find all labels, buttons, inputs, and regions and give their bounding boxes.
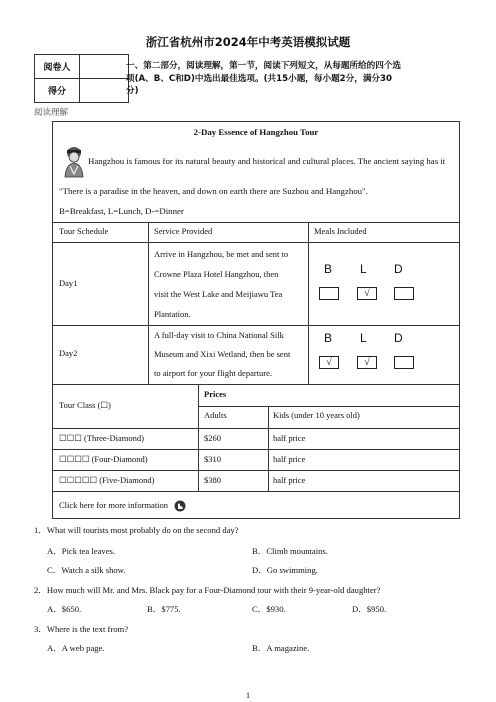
table-rule [52, 428, 460, 429]
page-title: 浙江省杭州市2024年中考英语模拟试题 [145, 35, 351, 49]
table-rule [52, 491, 460, 492]
tour-guide-icon [61, 144, 87, 178]
table-rule [198, 384, 199, 491]
q1-option-c: C．Watch a silk show. [47, 565, 126, 575]
price-kid: half price [273, 454, 306, 464]
table-rule [148, 222, 149, 384]
q2-option-c: C．$930. [252, 604, 286, 614]
service-line: Arrive in Hangzhou, be met and sent to [154, 249, 289, 259]
score-label: 得分 [35, 79, 80, 103]
price-adult: $310 [204, 454, 221, 464]
day1-lunch-checkbox: √ [357, 287, 377, 300]
day2-breakfast-checkbox: √ [319, 356, 339, 369]
q3-option-b: B．A magazine. [252, 643, 310, 653]
service-line: A full-day visit to China National Silk [154, 330, 284, 340]
price-kid: half price [273, 433, 306, 443]
day2-lunch-checkbox: √ [357, 356, 377, 369]
service-line: Plantation. [154, 309, 191, 319]
service-line: visit the West Lake and Meijiawu Tea [154, 289, 283, 299]
table-rule [268, 406, 269, 491]
meal-b-label: B [324, 262, 333, 276]
more-info-link[interactable]: Click here for more information [59, 500, 169, 510]
question-2-stem: 2．How much will Mr. and Mrs. Black pay for a Four-Diamond tour with their 9-year-old daughter? [34, 585, 381, 595]
col-header-service: Service Provided [154, 226, 213, 236]
reviewer-cell [80, 55, 129, 79]
intro-line-1: Hangzhou is famous for its natural beauty and historical and cultural places. The ancient saying has it [88, 156, 446, 166]
service-line: Crowne Plaza Hotel Hangzhou, then [154, 269, 279, 279]
reviewer-label: 阅卷人 [35, 55, 80, 79]
q1-option-d: D．Go swimming. [252, 565, 318, 575]
price-kid: half price [273, 475, 306, 485]
meal-l-label: L [360, 262, 367, 276]
q1-option-a: A．Pick tea leaves. [47, 546, 116, 556]
class-five-diamond: ☐☐☐☐☐ (Five-Diamond) [59, 475, 155, 485]
q3-option-a: A．A web page. [47, 643, 105, 653]
question-3-stem: 3．Where is the text from? [34, 624, 129, 634]
table-rule [52, 384, 460, 385]
question-1-stem: 1．What will tourists most probably do on the second day? [34, 525, 239, 535]
q2-option-b: B．$775. [147, 604, 181, 614]
meal-b-label: B [324, 331, 333, 345]
price-adult: $260 [204, 433, 221, 443]
service-line: Museum and Xixi Wetland, then be sent [154, 349, 291, 359]
price-adult: $380 [204, 475, 221, 485]
passage-heading: 2-Day Essence of Hangzhou Tour [193, 127, 319, 137]
prices-header: Prices [204, 389, 227, 399]
page-number: 1 [246, 691, 250, 700]
col-header-meals: Meals Included [314, 226, 367, 236]
class-four-diamond: ☐☐☐☐ (Four-Diamond) [59, 454, 148, 464]
day2-dinner-checkbox [394, 356, 414, 369]
section-label: 阅读理解 [34, 108, 69, 118]
meal-d-label: D [394, 331, 403, 345]
tour-class-label: Tour Class (☐) [59, 400, 111, 410]
score-table [34, 54, 129, 103]
day2-service [154, 326, 304, 383]
instruction-line: 项(A、B、C和D)中选出最佳选项。(共15小题，每小题2分，满分30 [126, 73, 392, 84]
instructions [126, 60, 456, 98]
table-rule [52, 222, 460, 223]
instruction-line: 分) [126, 86, 139, 96]
day1-breakfast-checkbox [319, 287, 339, 300]
table-rule [52, 470, 460, 471]
day1-label: Day1 [59, 278, 78, 288]
meal-d-label: D [394, 262, 403, 276]
kids-header: Kids (under 10 years old) [273, 410, 360, 420]
pointer-hand-icon [174, 500, 186, 512]
intro-line-2: "There is a paradise in the heaven, and down on earth there are Suzhou and Hangzhou". [59, 186, 368, 196]
instruction-line: 一、第二部分，阅读理解，第一节，阅读下列短文，从每题所给的四个选 [126, 61, 402, 71]
q2-option-d: D．$950. [352, 604, 387, 614]
score-cell [80, 79, 129, 103]
meal-legend: B=Breakfast, L=Lunch, D-=Dinner [59, 206, 184, 216]
q2-option-a: A．$650. [47, 604, 82, 614]
service-line: to airport for your flight departure. [154, 368, 273, 378]
q1-option-b: B．Climb mountains. [252, 546, 328, 556]
day1-service [154, 244, 304, 324]
class-three-diamond: ☐☐☐ (Three-Diamond) [59, 433, 144, 443]
table-rule [52, 449, 460, 450]
day1-dinner-checkbox [394, 287, 414, 300]
adults-header: Adults [204, 410, 227, 420]
table-rule [308, 222, 309, 384]
day2-label: Day2 [59, 348, 78, 358]
meal-l-label: L [360, 331, 367, 345]
col-header-schedule: Tour Schedule [59, 226, 109, 236]
table-rule [52, 242, 460, 243]
